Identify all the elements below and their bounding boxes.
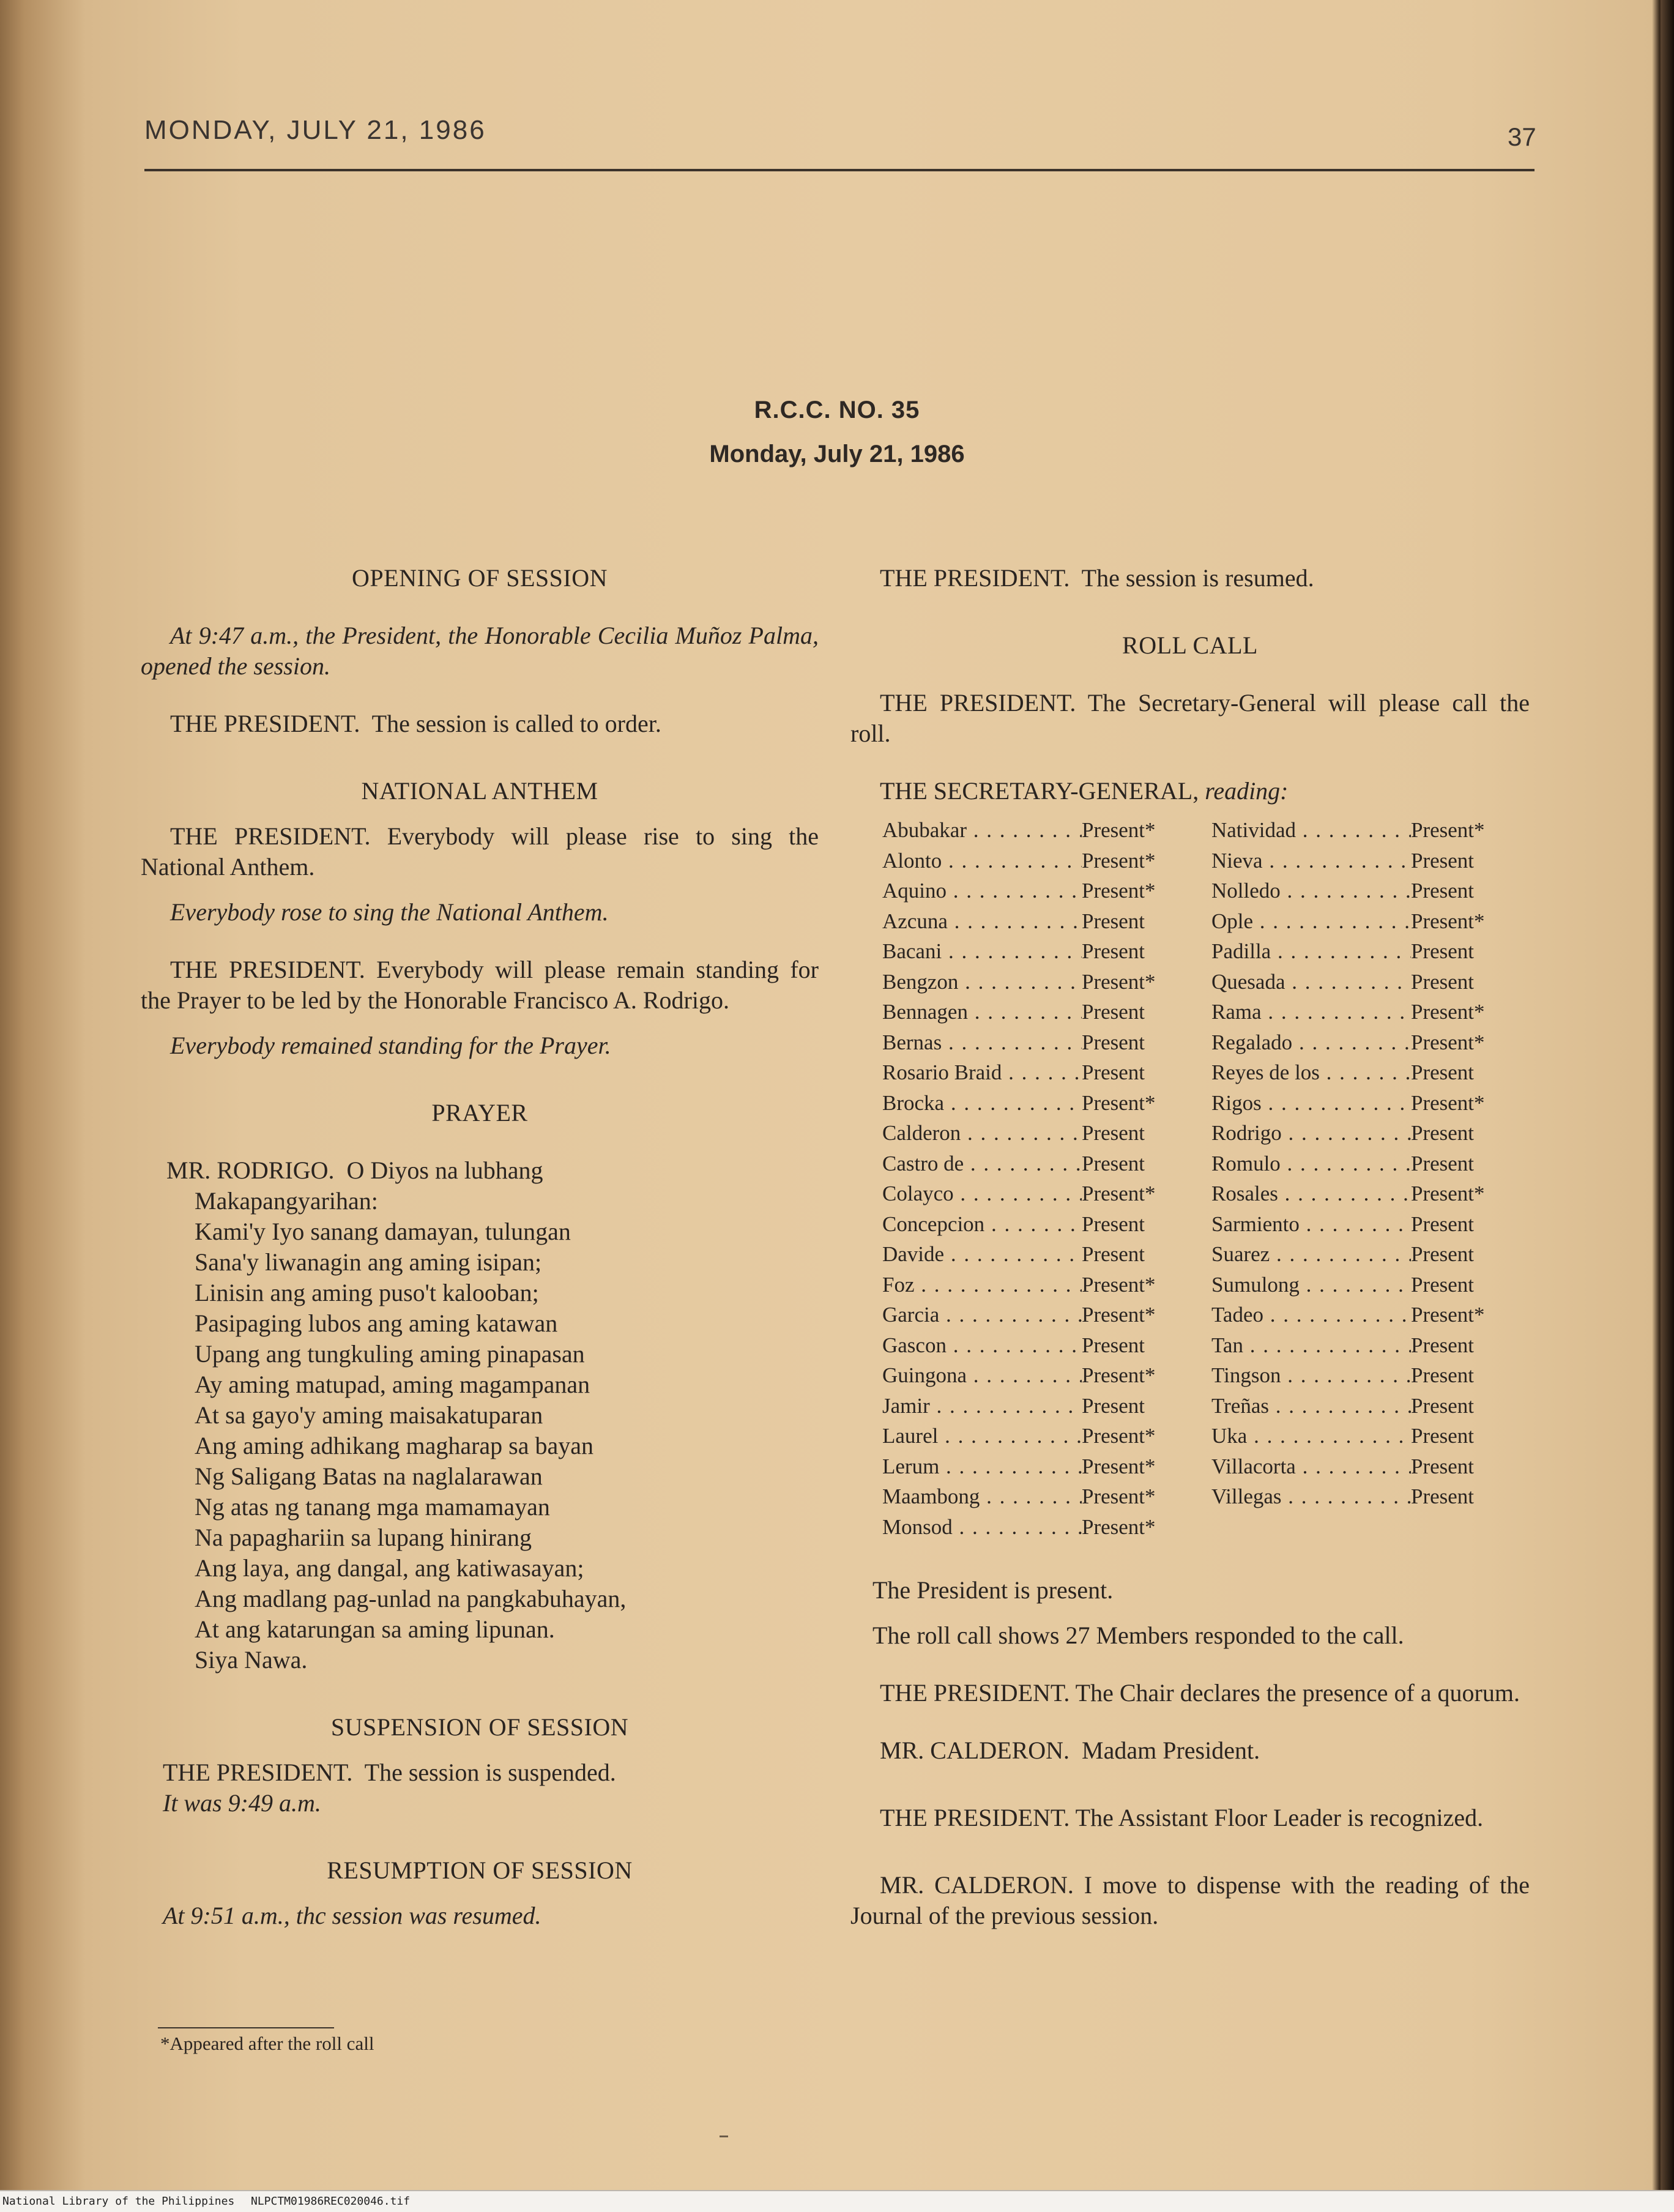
- member-status: Present: [1411, 1212, 1475, 1236]
- member-name: Villacorta . . .: [1211, 1451, 1411, 1482]
- opening-heading: OPENING OF SESSION: [352, 564, 608, 592]
- resumption-text: At 9:51 a.m., thc session was resumed.: [163, 1902, 541, 1929]
- anthem-action: Everybody rose to sing the National Anthem.: [170, 898, 609, 926]
- member-name: Sarmiento . . .: [1211, 1209, 1411, 1240]
- speaker: THE SECRETARY-GENERAL,: [880, 777, 1199, 805]
- speaker: THE PRESIDENT.: [170, 822, 371, 850]
- member-name: Alonto . . .: [882, 846, 1082, 876]
- member-name: Maambong . . .: [882, 1481, 1082, 1512]
- roll-column-1: [882, 815, 1200, 1542]
- member-name: Jamir . . .: [882, 1391, 1082, 1421]
- member-name: Sumulong . . .: [1211, 1270, 1411, 1300]
- roll-entry: [1211, 906, 1530, 937]
- member-status: Present: [1082, 1242, 1145, 1266]
- speaker: MR. CALDERON.: [880, 1737, 1070, 1764]
- roll-entry: [882, 906, 1200, 937]
- roll-entry: [1211, 1360, 1530, 1391]
- member-status: Present*: [1082, 818, 1156, 842]
- book-edge: [1661, 0, 1674, 2212]
- anthem-heading: NATIONAL ANTHEM: [361, 777, 598, 805]
- speech: The Chair declares the presence of a quorum.: [1075, 1679, 1520, 1707]
- speech: O Diyos na lubhang: [346, 1156, 543, 1184]
- member-status: Present*: [1411, 1090, 1485, 1115]
- roll-entry: [1211, 967, 1530, 997]
- member-status: Present: [1082, 1151, 1145, 1175]
- member-status: Present: [1411, 969, 1475, 994]
- member-status: Present*: [1411, 1182, 1485, 1205]
- roll-entry: [1211, 1300, 1530, 1330]
- prayer-line: Upang ang tungkuling aming pinapasan: [195, 1340, 585, 1368]
- speaker: THE PRESIDENT.: [880, 689, 1076, 717]
- member-name: Abubakar . . .: [882, 815, 1082, 846]
- roll-entry: [882, 967, 1200, 997]
- member-name: Bacani . . .: [882, 936, 1082, 967]
- roll-entry: [1211, 997, 1530, 1027]
- speaker: THE PRESIDENT.: [880, 1679, 1070, 1707]
- member-status: Present: [1082, 939, 1145, 963]
- roll-entry: [1211, 1481, 1530, 1512]
- member-name: Lerum . . .: [882, 1451, 1082, 1482]
- roll-entry: [882, 1088, 1200, 1119]
- roll-entry: [882, 876, 1200, 906]
- member-status: Present*: [1082, 1272, 1156, 1297]
- resumed: [850, 563, 1530, 594]
- roll-entry: [1211, 1088, 1530, 1119]
- roll-entry: [1211, 1057, 1530, 1088]
- member-name: Uka . . .: [1211, 1421, 1411, 1451]
- rollcall-heading: ROLL CALL: [1122, 631, 1258, 659]
- roll-entry: [1211, 1391, 1530, 1421]
- member-status: Present: [1411, 1484, 1475, 1508]
- member-status: Present*: [1082, 848, 1156, 873]
- member-name: Colayco . . .: [882, 1179, 1082, 1209]
- member-name: Nolledo . . .: [1211, 876, 1411, 906]
- roll-entry: [882, 1149, 1200, 1179]
- prayer-opening: [141, 1155, 819, 1186]
- scan-footer: [0, 2190, 1674, 2212]
- member-name: Villegas . . .: [1211, 1481, 1411, 1512]
- roll-call-list: [850, 815, 1530, 1560]
- member-status: Present: [1411, 939, 1475, 963]
- member-status: Present*: [1082, 1182, 1156, 1205]
- page-mark: [720, 2136, 728, 2137]
- member-status: Present*: [1082, 1363, 1156, 1387]
- member-name: Rama . . .: [1211, 997, 1411, 1027]
- called-to-order: [141, 709, 819, 739]
- member-status: Present: [1082, 1060, 1145, 1084]
- prayer-line: Kami'y Iyo sanang damayan, tulungan: [195, 1218, 571, 1245]
- speech: Madam President.: [1082, 1737, 1260, 1764]
- roll-entry: [882, 1391, 1200, 1421]
- prayer-line: Makapangyarihan:: [195, 1187, 378, 1215]
- secgen-reading: [850, 776, 1530, 806]
- right-column: [850, 563, 1530, 1931]
- roll-entry: [1211, 1179, 1530, 1209]
- roll-entry: [882, 997, 1200, 1027]
- speech: Everybody will please rise to sing the National Anthem.: [141, 822, 819, 881]
- member-status: Present: [1411, 1151, 1475, 1175]
- member-status: Present: [1411, 1333, 1475, 1357]
- member-name: Reyes de los . . .: [1211, 1057, 1411, 1088]
- prayer-line: Linisin ang aming puso't kalooban;: [195, 1279, 539, 1306]
- roll-entry: [882, 1360, 1200, 1391]
- running-head: MONDAY, JULY 21, 1986: [144, 115, 486, 145]
- member-name: Bengzon . . .: [882, 967, 1082, 997]
- calderon-motion: [850, 1870, 1530, 1931]
- left-column: [141, 563, 819, 1931]
- footnote: *Appeared after the roll call: [160, 2033, 374, 2054]
- roll-entry: [1211, 1118, 1530, 1149]
- roll-entry: [1211, 1149, 1530, 1179]
- anthem-call: [141, 821, 819, 882]
- member-status: Present: [1411, 1454, 1475, 1478]
- member-name: Quesada . . .: [1211, 967, 1411, 997]
- record-number: R.C.C. NO. 35: [754, 397, 920, 423]
- resumption-heading: RESUMPTION OF SESSION: [327, 1856, 633, 1884]
- roll-entry: [882, 1451, 1200, 1482]
- member-name: Monsod . . .: [882, 1512, 1082, 1543]
- member-status: Present: [1082, 1393, 1145, 1418]
- member-name: Rosario Braid . . .: [882, 1057, 1082, 1088]
- member-status: Present: [1411, 1060, 1475, 1084]
- prayer-line: Ay aming matupad, aming magampanan: [195, 1371, 590, 1398]
- speaker: MR. RODRIGO.: [166, 1156, 335, 1184]
- member-status: Present: [1082, 1030, 1145, 1054]
- member-status: Present: [1082, 1333, 1145, 1357]
- roll-entry: [1211, 1330, 1530, 1361]
- suspension-call: [141, 1757, 819, 1788]
- roll-entry: [882, 1481, 1200, 1512]
- member-status: Present*: [1411, 1000, 1485, 1024]
- member-status: Present: [1411, 848, 1475, 873]
- member-status: Present: [1411, 1121, 1475, 1145]
- prayer-line: Pasipaging lubos ang aming katawan: [195, 1309, 558, 1337]
- prayer-line: Sana'y liwanagin ang aming isipan;: [195, 1248, 542, 1276]
- member-name: Treñas . . .: [1211, 1391, 1411, 1421]
- roll-entry: [1211, 1239, 1530, 1270]
- member-name: Aquino . . .: [882, 876, 1082, 906]
- member-name: Davide . . .: [882, 1239, 1082, 1270]
- speech: The Secretary-General will please call the roll.: [850, 689, 1530, 747]
- suspension-time: It was 9:49 a.m.: [163, 1789, 321, 1817]
- speaker: MR. CALDERON.: [880, 1871, 1074, 1899]
- speaker: THE PRESIDENT.: [880, 1804, 1070, 1831]
- prayer-line: At sa gayo'y aming maisakatuparan: [195, 1401, 543, 1429]
- roll-entry: [1211, 936, 1530, 967]
- scan-source: National Library of the Philippines: [2, 2195, 235, 2208]
- prayer-call: [141, 955, 819, 1016]
- prayer-line: Na papaghariin sa lupang hinirang: [195, 1524, 532, 1551]
- member-status: Present*: [1082, 969, 1156, 994]
- quorum: [850, 1678, 1530, 1708]
- member-name: Calderon . . .: [882, 1118, 1082, 1149]
- suspension-heading: SUSPENSION OF SESSION: [330, 1713, 629, 1741]
- member-name: Tadeo . . .: [1211, 1300, 1411, 1330]
- member-status: Present*: [1082, 1484, 1156, 1508]
- page-number: 37: [1508, 122, 1536, 151]
- roll-entry: [882, 1270, 1200, 1300]
- roll-entry: [882, 1057, 1200, 1088]
- roll-column-2: [1211, 815, 1530, 1512]
- speech: Everybody will please remain standing for the Prayer to be led by the Honorable Francisco A. Rodrigo.: [141, 956, 819, 1014]
- member-name: Rodrigo . . .: [1211, 1118, 1411, 1149]
- member-status: Present*: [1082, 879, 1156, 903]
- roll-entry: [882, 1179, 1200, 1209]
- rollcall-call: [850, 688, 1530, 749]
- member-status: Present: [1082, 909, 1145, 933]
- member-name: Guingona . . .: [882, 1360, 1082, 1391]
- member-status: Present*: [1082, 1303, 1156, 1327]
- prayer-line: Ng Saligang Batas na naglalarawan: [195, 1462, 543, 1490]
- roll-entry: [882, 1300, 1200, 1330]
- reading-label: reading:: [1205, 777, 1289, 805]
- member-status: Present*: [1411, 1303, 1485, 1327]
- member-name: Laurel . . .: [882, 1421, 1082, 1451]
- member-name: Ople . . .: [1211, 906, 1411, 937]
- speaker: THE PRESIDENT.: [170, 956, 365, 983]
- roll-entry: [882, 815, 1200, 846]
- prayer-action: Everybody remained standing for the Prayer.: [170, 1032, 611, 1059]
- president-present: The President is present.: [872, 1576, 1114, 1604]
- member-status: Present: [1411, 1393, 1475, 1418]
- member-name: Brocka . . .: [882, 1088, 1082, 1119]
- roll-entry: [882, 1239, 1200, 1270]
- member-name: Tan . . .: [1211, 1330, 1411, 1361]
- recognized: [850, 1803, 1530, 1833]
- prayer-line: At ang katarungan sa aming lipunan.: [195, 1615, 555, 1643]
- footnote-rule: [158, 2027, 334, 2028]
- speaker: THE PRESIDENT.: [880, 564, 1070, 592]
- member-status: Present: [1082, 1121, 1145, 1145]
- roll-entry: [1211, 1209, 1530, 1240]
- member-name: Garcia . . .: [882, 1300, 1082, 1330]
- speech: The session is called to order.: [371, 710, 661, 737]
- prayer-line: Ang aming adhikang magharap sa bayan: [195, 1432, 594, 1459]
- prayer-line: Ang madlang pag-unlad na pangkabuhayan,: [195, 1585, 627, 1612]
- roll-entry: [882, 1421, 1200, 1451]
- roll-entry: [1211, 876, 1530, 906]
- member-status: Present*: [1411, 1030, 1485, 1054]
- roll-entry: [1211, 846, 1530, 876]
- roll-result: The roll call shows 27 Members responded to the call.: [872, 1622, 1404, 1649]
- member-name: Azcuna . . .: [882, 906, 1082, 937]
- member-name: Bennagen . . .: [882, 997, 1082, 1027]
- roll-entry: [882, 1512, 1200, 1543]
- roll-entry: [1211, 1270, 1530, 1300]
- member-name: Concepcion . . .: [882, 1209, 1082, 1240]
- member-status: Present: [1411, 1272, 1475, 1297]
- prayer-lines: [141, 1186, 819, 1675]
- roll-entry: [882, 1118, 1200, 1149]
- speech: The Assistant Floor Leader is recognized.: [1075, 1804, 1484, 1831]
- roll-entry: [882, 846, 1200, 876]
- member-name: Suarez . . .: [1211, 1239, 1411, 1270]
- prayer-line: Siya Nawa.: [195, 1646, 308, 1674]
- member-status: Present*: [1082, 1514, 1156, 1539]
- opening-text: At 9:47 a.m., the President, the Honorable Cecilia Muñoz Palma, opened the session.: [141, 622, 819, 680]
- member-status: Present: [1411, 1424, 1475, 1448]
- roll-entry: [1211, 1421, 1530, 1451]
- member-name: Romulo . . .: [1211, 1149, 1411, 1179]
- member-status: Present*: [1082, 1090, 1156, 1115]
- roll-entry: [1211, 815, 1530, 846]
- member-name: Bernas . . .: [882, 1027, 1082, 1058]
- member-name: Nieva . . .: [1211, 846, 1411, 876]
- prayer-line: Ang laya, ang dangal, ang katiwasayan;: [195, 1554, 584, 1582]
- member-name: Natividad . . .: [1211, 815, 1411, 846]
- member-status: Present*: [1411, 909, 1485, 933]
- member-name: Regalado . . .: [1211, 1027, 1411, 1058]
- roll-entry: [882, 1027, 1200, 1058]
- member-status: Present: [1082, 1212, 1145, 1236]
- member-status: Present: [1411, 879, 1475, 903]
- member-name: Gascon . . .: [882, 1330, 1082, 1361]
- roll-entry: [1211, 1027, 1530, 1058]
- roll-entry: [882, 936, 1200, 967]
- member-status: Present*: [1082, 1424, 1156, 1448]
- speech: The session is suspended.: [364, 1759, 616, 1786]
- member-status: Present: [1411, 1363, 1475, 1387]
- speaker: THE PRESIDENT.: [163, 1759, 353, 1786]
- member-name: Foz . . .: [882, 1270, 1082, 1300]
- member-name: Padilla . . .: [1211, 936, 1411, 967]
- speech: I move to dispense with the reading of the Journal of the previous session.: [850, 1871, 1530, 1929]
- header-rule: [144, 169, 1534, 171]
- member-status: Present*: [1082, 1454, 1156, 1478]
- prayer-line: Ng atas ng tanang mga mamamayan: [195, 1493, 550, 1521]
- member-status: Present: [1082, 1000, 1145, 1024]
- calderon-madam: [850, 1735, 1530, 1766]
- prayer-heading: PRAYER: [431, 1099, 528, 1126]
- scan-filename: NLPCTM01986REC020046.tif: [251, 2195, 411, 2208]
- member-name: Castro de . . .: [882, 1149, 1082, 1179]
- roll-entry: [1211, 1451, 1530, 1482]
- speaker: THE PRESIDENT.: [170, 710, 360, 737]
- speech: The session is resumed.: [1081, 564, 1314, 592]
- member-status: Present: [1411, 1242, 1475, 1266]
- member-name: Rosales . . .: [1211, 1179, 1411, 1209]
- roll-entry: [882, 1330, 1200, 1361]
- member-name: Tingson . . .: [1211, 1360, 1411, 1391]
- roll-entry: [882, 1209, 1200, 1240]
- record-date: Monday, July 21, 1986: [709, 441, 965, 467]
- member-name: Rigos . . .: [1211, 1088, 1411, 1119]
- member-status: Present*: [1411, 818, 1485, 842]
